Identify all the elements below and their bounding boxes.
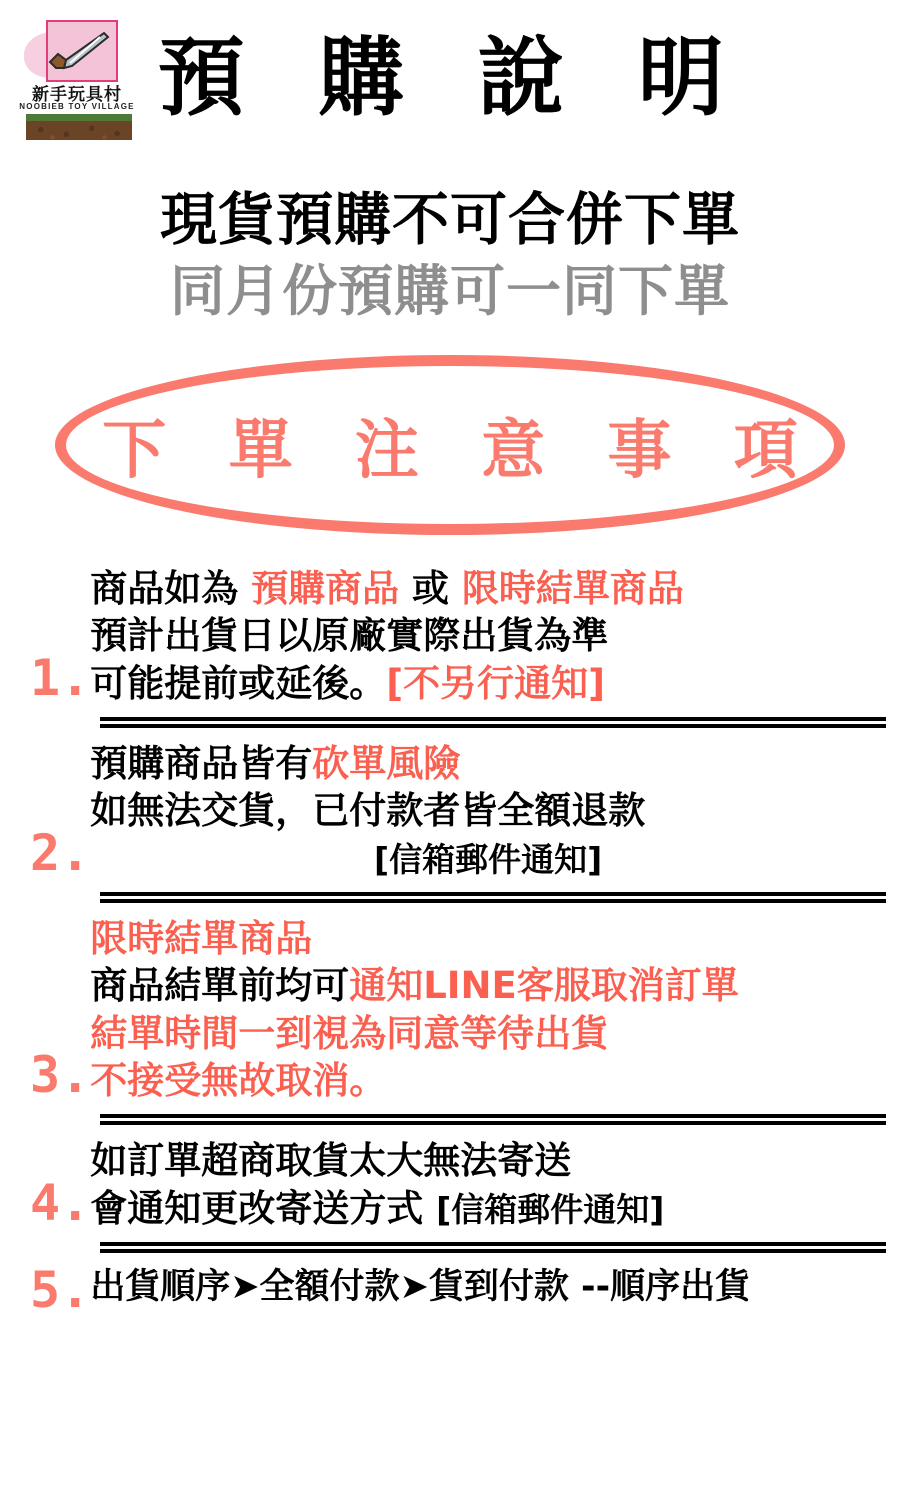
rule-text-segment: 可能提前或延後。 — [90, 661, 387, 705]
rule-text-segment: 預計出貨日以原廠實際出貨為準 — [90, 614, 609, 658]
logo-name-en: NOOBIEB TOY VILLAGE — [19, 102, 135, 111]
page-header — [0, 0, 900, 140]
rule-text-segment: 會通知更改寄送方式 — [90, 1186, 437, 1230]
rule-text-segment: [信箱郵件通知] — [374, 839, 603, 879]
rule-divider — [100, 892, 886, 903]
rule-divider — [100, 1242, 886, 1253]
rules-list — [0, 561, 900, 1319]
rule-line — [90, 1057, 886, 1104]
rule-item — [22, 561, 886, 707]
page-title: 預 購 說 明 — [158, 28, 746, 128]
rule-item — [22, 736, 886, 882]
rule-text — [90, 1265, 886, 1310]
rule-text — [90, 740, 886, 882]
rule-line — [90, 660, 886, 707]
rule-text-segment: [信箱郵件通知] — [436, 1189, 665, 1229]
rule-divider — [100, 1114, 886, 1125]
brand-logo — [18, 18, 136, 138]
rule-text-segment: 預購商品皆有 — [90, 741, 313, 785]
sword-icon — [44, 30, 110, 72]
rule-text-segment: [不另行通知] — [386, 661, 606, 705]
rule-item — [22, 1133, 886, 1232]
rule-number: 5. — [30, 1261, 91, 1320]
rule-number: 4. — [30, 1174, 91, 1233]
rule-text-segment: 結單時間一到視為同意等待出貨 — [90, 1011, 609, 1055]
rule-text-segment: 預購商品 — [251, 566, 400, 610]
rule-line — [90, 740, 886, 787]
rule-text-segment: 限時結單商品 — [461, 566, 684, 610]
rule-text — [90, 915, 886, 1104]
rule-item — [22, 1261, 886, 1319]
logo-ground-block — [26, 114, 132, 140]
notice-banner — [55, 355, 845, 535]
rule-line — [90, 915, 886, 962]
rule-text-segment: 或 — [399, 566, 462, 610]
rule-divider — [100, 717, 886, 728]
rule-line — [90, 1010, 886, 1057]
notice-banner-label: 下 單 注 意 事 項 — [102, 413, 818, 488]
rule-text-segment: 不接受無故取消。 — [90, 1059, 387, 1103]
rule-text-segment: 砍單風險 — [312, 741, 461, 785]
rule-text-segment: 出貨順序➤全額付款➤貨到付款 --順序出貨 — [90, 1267, 751, 1308]
rule-text-segment: 如訂單超商取貨太大無法寄送 — [90, 1139, 572, 1183]
rule-line — [90, 962, 886, 1009]
rule-text-segment: 通知LINE客服取消訂單 — [349, 964, 739, 1008]
rule-item — [22, 911, 886, 1104]
rule-line — [90, 835, 886, 882]
rule-text-segment: 限時結單商品 — [90, 916, 313, 960]
rule-line — [90, 1185, 886, 1232]
rule-line — [90, 1137, 886, 1184]
rule-line — [90, 565, 886, 612]
logo-name-zh: 新手玩具村 — [32, 85, 122, 104]
rule-line — [90, 1265, 886, 1310]
rule-number: 1. — [30, 648, 91, 707]
rule-text — [90, 565, 886, 707]
rule-line — [90, 612, 886, 659]
subheading-primary: 現貨預購不可合併下單 — [160, 187, 740, 253]
subheading-secondary: 同月份預購可一同下單 — [169, 258, 730, 323]
rule-number: 3. — [30, 1046, 91, 1105]
rule-text — [90, 1137, 886, 1232]
rule-line — [90, 787, 886, 834]
rule-text-segment: 商品結單前均可 — [90, 964, 350, 1008]
rule-number: 2. — [30, 823, 91, 882]
rule-text-segment: 商品如為 — [90, 566, 252, 610]
rule-text-segment: 如無法交貨，已付款者皆全額退款 — [90, 789, 646, 833]
